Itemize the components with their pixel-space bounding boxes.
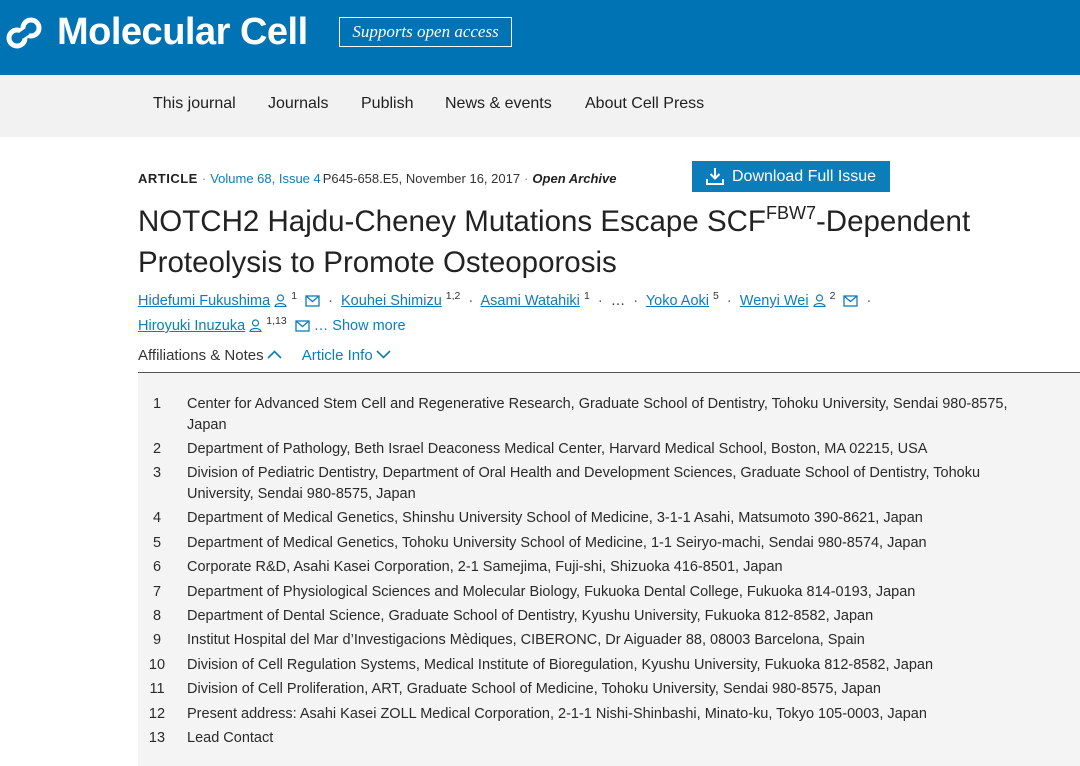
author-link[interactable]: Yoko Aoki bbox=[645, 293, 709, 309]
download-full-issue-button[interactable] bbox=[692, 161, 890, 192]
affiliation-number: 5 bbox=[152, 535, 162, 551]
email-icon[interactable] bbox=[305, 295, 320, 307]
author-affiliation-sup: 1,13 bbox=[266, 315, 287, 327]
title-part-2: -Dependent bbox=[815, 205, 971, 238]
tab-article-info[interactable] bbox=[302, 347, 391, 364]
affiliation-number: 11 bbox=[149, 681, 165, 697]
article-title bbox=[138, 201, 1080, 283]
pages-date: P645-658.E5, November 16, 2017 bbox=[322, 171, 521, 186]
affiliation-text: Division of Pediatric Dentistry, Department of Oral Health and Development Sciences, Graduate School of Dentistry, Tohoku University, Sendai 980-8575, Japan bbox=[187, 465, 981, 502]
affiliation-number: 7 bbox=[152, 584, 162, 600]
affiliation-text: Department of Medical Genetics, Tohoku University School of Medicine, 1-1 Seiryo-machi, Sendai 980-8574, Japan bbox=[187, 535, 927, 551]
affiliation-text: Department of Physiological Sciences and Molecular Biology, Fukuoka Dental College, Fukuoka 814-0193, Japan bbox=[187, 584, 916, 600]
nav-item-this-journal[interactable]: This journal bbox=[153, 95, 236, 112]
email-icon[interactable] bbox=[295, 320, 310, 332]
affiliations-panel bbox=[138, 372, 1080, 766]
author-affiliation-sup: 1 bbox=[291, 290, 298, 302]
article-meta: ARTICLE · Volume 68, Issue 4 P645-658.E5, November 16, 2017 · Open Archive bbox=[138, 171, 617, 186]
affiliation-text: Lead Contact bbox=[187, 730, 274, 746]
author-affiliation-sup: 2 bbox=[829, 290, 836, 302]
author-link[interactable]: Wenyi Wei bbox=[739, 293, 809, 309]
download-full-issue-label: Download Full Issue bbox=[732, 168, 877, 185]
tab-affiliations-label: Affiliations & Notes bbox=[138, 347, 264, 364]
affiliation-number: 8 bbox=[152, 608, 162, 624]
author-link[interactable]: Hidefumi Fukushima bbox=[138, 293, 271, 309]
nav-item-about-cell-press[interactable]: About Cell Press bbox=[585, 95, 705, 112]
author-affiliation-sup: 1 bbox=[583, 290, 590, 302]
person-icon[interactable] bbox=[249, 319, 262, 332]
person-icon[interactable] bbox=[274, 294, 287, 307]
author-link[interactable]: Hiroyuki Inuzuka bbox=[138, 318, 246, 334]
affiliation-number: 4 bbox=[152, 510, 162, 526]
article-type: ARTICLE bbox=[138, 171, 198, 186]
title-superscript: FBW7 bbox=[765, 203, 816, 223]
affiliation-number: 3 bbox=[152, 465, 162, 481]
affiliation-text: Division of Cell Proliferation, ART, Graduate School of Medicine, Tohoku University, Sendai 980-8575, Japan bbox=[187, 681, 881, 697]
cell-press-logo-icon[interactable] bbox=[6, 17, 44, 49]
email-icon[interactable] bbox=[843, 295, 858, 307]
access-type: Open Archive bbox=[532, 171, 617, 186]
open-access-badge[interactable]: Supports open access bbox=[339, 17, 512, 47]
tab-article-info-label: Article Info bbox=[301, 347, 373, 364]
show-more-authors-link[interactable]: … Show more bbox=[313, 318, 406, 334]
volume-issue-link[interactable]: Volume 68, Issue 4 bbox=[210, 171, 321, 186]
download-icon bbox=[705, 167, 725, 186]
affiliation-number: 9 bbox=[152, 632, 162, 648]
main-nav bbox=[0, 75, 1080, 137]
nav-item-publish[interactable]: Publish bbox=[361, 95, 414, 112]
author-affiliation-sup: 5 bbox=[713, 290, 719, 302]
chevron-up-icon bbox=[267, 350, 282, 359]
affiliation-number: 12 bbox=[148, 706, 166, 722]
affiliation-text: Department of Dental Science, Graduate School of Dentistry, Kyushu University, Fukuoka 812-8582, Japan bbox=[187, 608, 874, 624]
nav-item-news-events[interactable]: News & events bbox=[445, 95, 552, 112]
affiliation-text: Division of Cell Regulation Systems, Medical Institute of Bioregulation, Kyushu University, Fukuoka 812-8582, Japan bbox=[187, 657, 934, 673]
affiliation-text: Present address: Asahi Kasei ZOLL Medical Corporation, 2-1-1 Nishi-Shinbashi, Minato-ku, Tokyo 105-0003, Japan bbox=[187, 706, 927, 722]
affiliation-number: 2 bbox=[152, 441, 162, 457]
affiliation-text: Department of Pathology, Beth Israel Deaconess Medical Center, Harvard Medical School, Boston, MA 02215, USA bbox=[187, 441, 928, 457]
affiliation-text: Department of Medical Genetics, Shinshu University School of Medicine, 3-1-1 Asahi, Matsumoto 390-8621, Japan bbox=[187, 510, 923, 526]
tab-affiliations-notes[interactable] bbox=[138, 347, 282, 364]
affiliation-number: 6 bbox=[152, 559, 162, 575]
author-link[interactable]: Kouhei Shimizu bbox=[341, 293, 442, 309]
affiliation-text: Center for Advanced Stem Cell and Regenerative Research, Graduate School of Dentistry, Tohoku University, Sendai 980-8575, Japan bbox=[187, 396, 1008, 433]
title-line-2: Proteolysis to Promote Osteoporosis bbox=[138, 246, 617, 279]
article-tabs bbox=[138, 347, 391, 364]
affiliation-text: Institut Hospital del Mar d’Investigacions Mèdiques, CIBERONC, Dr Aiguader 88, 08003 Barcelona, Spain bbox=[187, 632, 865, 648]
chevron-down-icon bbox=[376, 350, 391, 359]
person-icon[interactable] bbox=[813, 294, 826, 307]
author-link[interactable]: Asami Watahiki bbox=[480, 293, 580, 309]
affiliation-number: 13 bbox=[148, 730, 166, 746]
nav-item-journals[interactable]: Journals bbox=[268, 95, 329, 112]
header-bar bbox=[0, 0, 1080, 75]
author-affiliation-sup: 1,2 bbox=[445, 290, 461, 302]
affiliation-number: 10 bbox=[148, 657, 166, 673]
affiliation-number: 1 bbox=[152, 396, 162, 412]
affiliation-text: Corporate R&D, Asahi Kasei Corporation, 2-1 Samejima, Fuji-shi, Shizuoka 416-8501, Japan bbox=[187, 559, 783, 575]
author-list: Hidefumi Fukushima $^1$ · Kouhei Shimizu $^{1,2}$ · Asami Watahiki $^1$ · … · Yoko Aoki $^5$ · Wenyi Wei $^2$ · Hiroyuki Inuzuka $^{1,13}$ … Show more bbox=[138, 290, 872, 334]
title-part-1: NOTCH2 Hajdu-Cheney Mutations Escape SCF bbox=[138, 205, 766, 238]
journal-brand[interactable]: Molecular Cell bbox=[57, 11, 308, 53]
authors-ellipsis: … bbox=[610, 293, 626, 309]
